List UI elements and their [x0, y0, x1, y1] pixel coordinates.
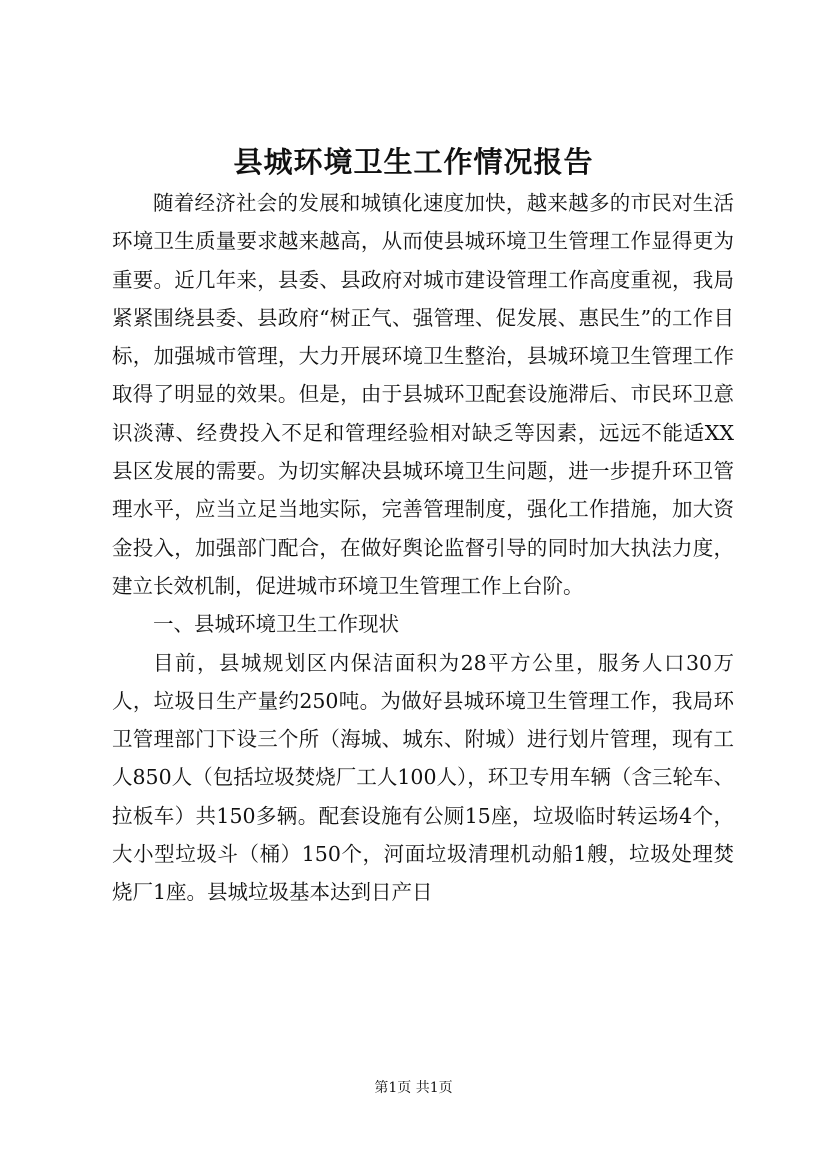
section-heading-1: 一、县城环境卫生工作现状: [153, 612, 399, 637]
page-footer: 第1页 共1页: [374, 1080, 453, 1096]
paragraph-section1: 目前，县城规划区内保洁面积为28平方公里，服务人口30万人，垃圾日生产量约250吨。为做好县城环境卫生管理工作，我局环卫管理部门下设三个所（海城、城东、附城）进行划片管理，现有工人850人（包括垃圾焚烧厂工人100人），环卫专用车辆（含三轮车、拉板车）共150多辆。配套设施有公厕15座，垃圾临时转运场4个，大小型垃圾斗（桶）150个，河面垃圾清理机动船1艘，垃圾处理焚烧厂1座。县城垃圾基本达到日产日: [112, 650, 734, 905]
paragraph-intro: 随着经济社会的发展和城镇化速度加快，越来越多的市民对生活环境卫生质量要求越来越高，从而使县城环境卫生管理工作显得更为重要。近几年来，县委、县政府对城市建设管理工作高度重视，我局紧紧围绕县委、县政府“树正气、强管理、促发展、惠民生”的工作目标，加强城市管理，大力开展环境卫生整治，县城环境卫生管理工作取得了明显的效果。但是，由于县城环卫配套设施滞后、市民环卫意识淡薄、经费投入不足和管理经验相对缺乏等因素，远远不能适XX县区发展的需要。为切实解决县城环境卫生问题，进一步提升环卫管理水平，应当立足当地实际，完善管理制度，强化工作措施，加大资金投入，加强部门配合，在做好舆论监督引导的同时加大执法力度，建立长效机制，促进城市环境卫生管理工作上台阶。: [112, 191, 734, 598]
document-body: [112, 184, 734, 912]
document-title: 县城环境卫生工作情况报告: [233, 145, 594, 179]
